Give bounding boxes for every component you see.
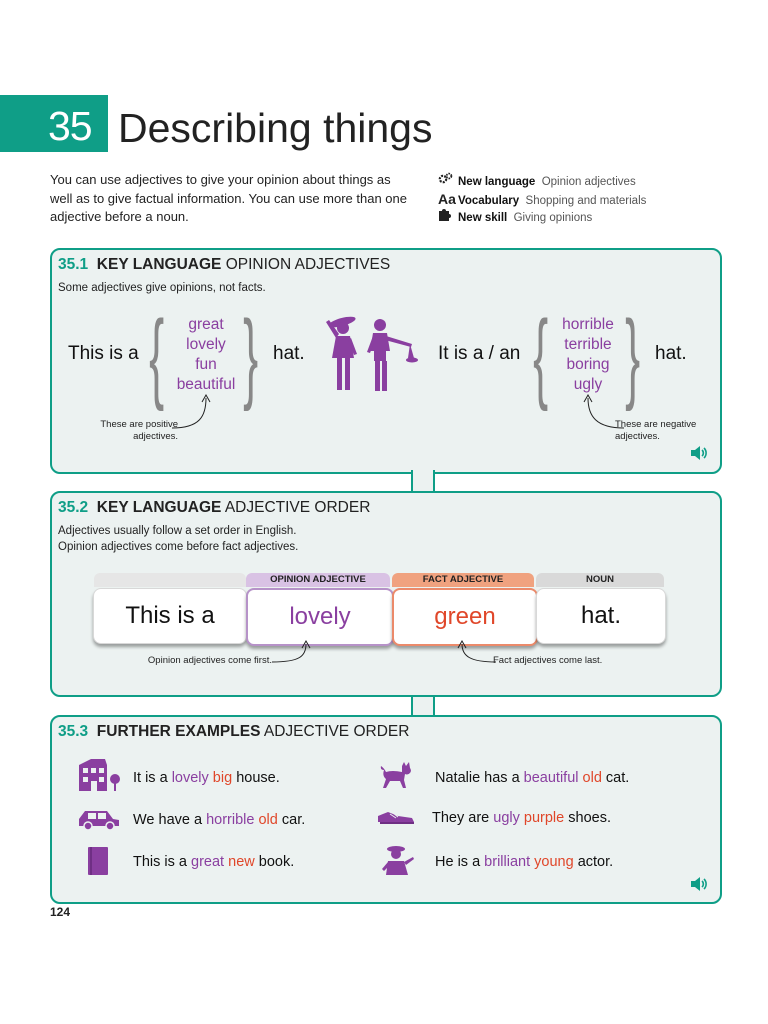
- fact-note: Fact adjectives come last.: [493, 655, 603, 666]
- puzzle-piece-subject: This is a: [93, 588, 247, 644]
- left-noun: hat.: [273, 343, 305, 364]
- section-subtitle: Some adjectives give opinions, not facts.: [58, 282, 266, 294]
- right-noun: hat.: [655, 343, 687, 364]
- house-icon: [77, 757, 123, 793]
- adjective-ugly: ugly: [573, 376, 603, 393]
- opinion-note: Opinion adjectives come first.: [147, 655, 272, 666]
- left-close-brace: }: [243, 300, 259, 412]
- negative-note: These are negative adjectives.: [615, 419, 697, 442]
- example-car: We have a horrible old car.: [133, 812, 306, 828]
- adjective-horrible: horrible: [562, 316, 614, 333]
- left-open-brace: {: [149, 300, 165, 412]
- cat-icon: [378, 762, 412, 790]
- adjective-terrible: terrible: [564, 336, 612, 353]
- section-subtitle-line1: Adjectives usually follow a set order in English.: [58, 525, 297, 537]
- two-people-with-hats-icon: [318, 310, 430, 400]
- book-icon: [87, 846, 109, 876]
- puzzle-icon: [438, 208, 458, 227]
- meta-new-skill: New skill Giving opinions: [438, 208, 592, 227]
- audio-icon[interactable]: [690, 876, 708, 892]
- piece-tab-blank: [94, 573, 246, 587]
- panel-connector: [411, 470, 435, 493]
- example-actor: He is a brilliant young actor.: [435, 854, 614, 870]
- example-house: It is a lovely big house.: [133, 770, 280, 786]
- page-title: Describing things: [118, 105, 433, 151]
- tab-fact-adjective: FACT ADJECTIVE: [392, 573, 534, 587]
- arrow-to-opinion: [270, 638, 320, 668]
- puzzle-piece-fact: green: [392, 588, 538, 646]
- audio-icon[interactable]: [690, 445, 708, 461]
- puzzle-piece-noun: hat.: [536, 588, 666, 644]
- adjective-fun: fun: [195, 356, 217, 373]
- example-book: This is a great new book.: [133, 854, 295, 870]
- page-number: 124: [50, 905, 71, 919]
- actor-icon: [380, 843, 416, 877]
- adjective-lovely: lovely: [186, 336, 226, 353]
- example-cat: Natalie has a beautiful old cat.: [435, 770, 630, 786]
- section-heading: 35.3 FURTHER EXAMPLES ADJECTIVE ORDER: [58, 723, 410, 740]
- section-heading: 35.2 KEY LANGUAGE ADJECTIVE ORDER: [58, 499, 371, 516]
- adjective-beautiful: beautiful: [176, 376, 236, 393]
- negative-adjectives-list: [546, 315, 630, 395]
- meta-new-language: New language Opinion adjectives: [438, 172, 636, 191]
- intro-text: You can use adjectives to give your opinion about things as well as to give factual information. You can use more than one adjective before a noun.: [50, 172, 407, 224]
- right-sentence-prefix: It is a / an: [438, 343, 521, 364]
- right-close-brace: }: [625, 300, 641, 412]
- positive-note: These are positive adjectives.: [100, 419, 178, 442]
- section-subtitle-line2: Opinion adjectives come before fact adjectives.: [58, 541, 299, 553]
- shoes-icon: [376, 810, 416, 826]
- left-sentence-prefix: This is a: [68, 343, 139, 364]
- tab-opinion-adjective: OPINION ADJECTIVE: [246, 573, 390, 587]
- positive-adjectives-list: [162, 315, 250, 395]
- adjective-boring: boring: [566, 356, 610, 373]
- chapter-number: 35: [48, 103, 92, 149]
- puzzle-piece-opinion: lovely: [246, 588, 394, 646]
- example-shoes: They are ugly purple shoes.: [432, 810, 611, 826]
- right-open-brace: {: [533, 300, 549, 412]
- vocabulary-aa-icon: Aa: [438, 191, 456, 207]
- tab-noun: NOUN: [536, 573, 664, 587]
- meta-vocabulary: Aa Vocabulary Shopping and materials: [438, 191, 647, 207]
- gear-icon: [438, 172, 458, 191]
- car-icon: [77, 807, 121, 831]
- section-heading: 35.1 KEY LANGUAGE OPINION ADJECTIVES: [58, 256, 391, 273]
- adjective-great: great: [188, 316, 224, 333]
